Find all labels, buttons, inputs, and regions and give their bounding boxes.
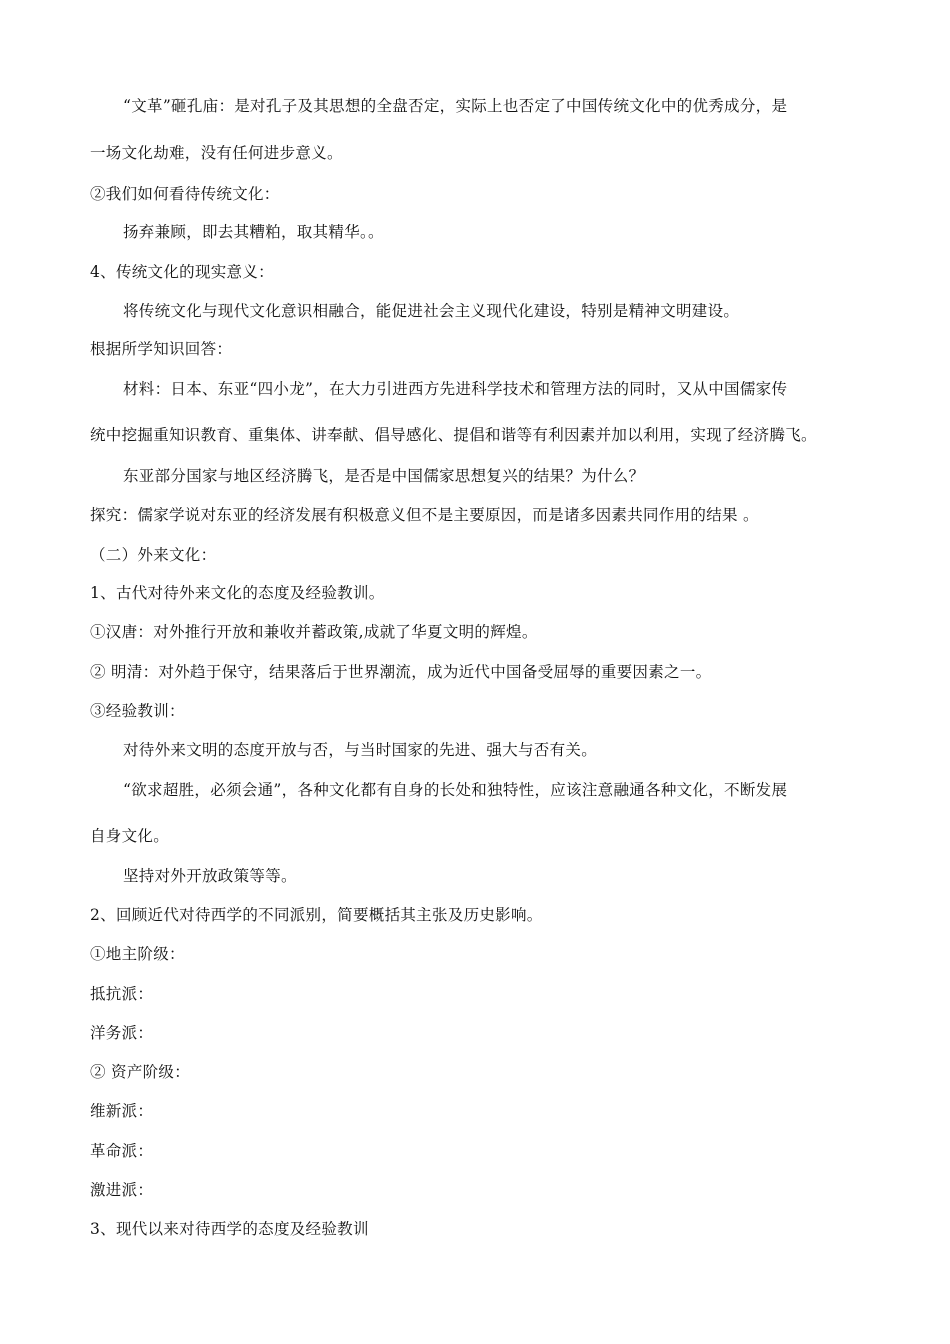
paragraph-line: 激进派： bbox=[90, 1181, 154, 1199]
paragraph-line: 统中挖掘重知识教育、重集体、讲奉献、倡导感化、提倡和谐等有利因素并加以利用，实现了经济腾飞。 bbox=[90, 426, 817, 444]
paragraph-line: 对待外来文明的态度开放与否，与当时国家的先进、强大与否有关。 bbox=[123, 741, 598, 759]
paragraph-line: ③经验教训： bbox=[90, 702, 185, 720]
section-heading: 3、现代以来对待西学的态度及经验教训 bbox=[90, 1220, 369, 1238]
paragraph-line: 抵抗派： bbox=[90, 985, 154, 1003]
section-heading: （二）外来文化： bbox=[90, 546, 217, 564]
paragraph-line: ② 资产阶级： bbox=[90, 1063, 191, 1081]
paragraph-line: 材料：日本、东亚“四小龙”，在大力引进西方先进科学技术和管理方法的同时，又从中国儒家传 bbox=[123, 380, 788, 398]
section-heading: 4、传统文化的现实意义： bbox=[90, 263, 274, 281]
paragraph-line: 一场文化劫难，没有任何进步意义。 bbox=[90, 144, 343, 162]
paragraph-line: 扬弃兼顾，即去其糟粕，取其精华。。 bbox=[123, 223, 384, 241]
paragraph-line: 维新派： bbox=[90, 1102, 154, 1120]
paragraph-line: 根据所学知识回答： bbox=[90, 340, 233, 358]
paragraph-line: ①汉唐：对外推行开放和兼收并蓄政策,成就了华夏文明的辉煌。 bbox=[90, 623, 538, 641]
paragraph-line: 坚持对外开放政策等等。 bbox=[123, 867, 297, 885]
paragraph-line: ①地主阶级： bbox=[90, 945, 185, 963]
paragraph-line: “文革”砸孔庙：是对孔子及其思想的全盘否定，实际上也否定了中国传统文化中的优秀成分，是 bbox=[123, 97, 788, 115]
paragraph-line: 探究：儒家学说对东亚的经济发展有积极意义但不是主要原因，而是诸多因素共同作用的结果 。 bbox=[90, 506, 759, 524]
paragraph-line: 洋务派： bbox=[90, 1024, 154, 1042]
section-heading: 1、古代对待外来文化的态度及经验教训。 bbox=[90, 584, 385, 602]
paragraph-line: “欲求超胜，必须会通”，各种文化都有自身的长处和独特性，应该注意融通各种文化，不断发展 bbox=[123, 781, 788, 799]
paragraph-line: ② 明清：对外趋于保守，结果落后于世界潮流，成为近代中国备受屈辱的重要因素之一。 bbox=[90, 663, 712, 681]
paragraph-line: 自身文化。 bbox=[90, 827, 170, 845]
paragraph-line: ②我们如何看待传统文化： bbox=[90, 185, 280, 203]
section-heading: 2、回顾近代对待西学的不同派别，简要概括其主张及历史影响。 bbox=[90, 906, 543, 924]
paragraph-line: 革命派： bbox=[90, 1142, 154, 1160]
paragraph-line: 将传统文化与现代文化意识相融合，能促进社会主义现代化建设，特别是精神文明建设。 bbox=[123, 302, 740, 320]
paragraph-line: 东亚部分国家与地区经济腾飞，是否是中国儒家思想复兴的结果？为什么？ bbox=[123, 467, 645, 485]
